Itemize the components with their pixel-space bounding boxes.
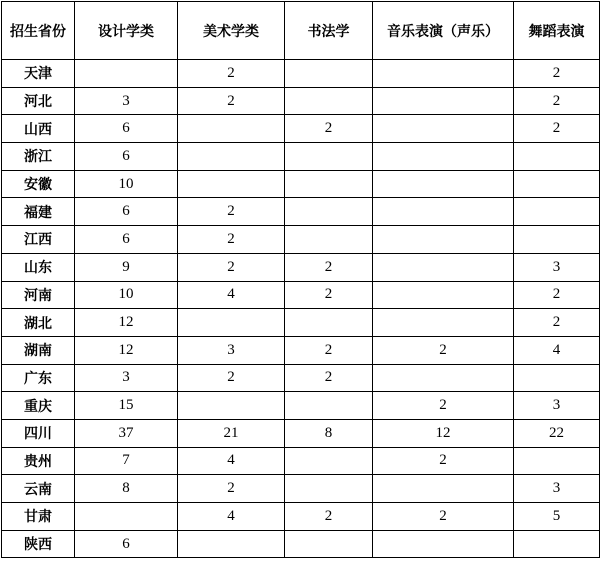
vocal-music-cell: [373, 226, 514, 254]
fine-arts-cell: 2: [178, 364, 285, 392]
province-cell: 天津: [2, 60, 75, 88]
vocal-music-cell: 12: [373, 419, 514, 447]
dance-cell: 3: [514, 475, 600, 503]
design-cell: 6: [75, 115, 178, 143]
table-row: [2, 364, 600, 392]
dance-cell: 2: [514, 309, 600, 337]
calligraphy-cell: 8: [285, 419, 373, 447]
enrollment-table: [1, 1, 600, 558]
dance-cell: [514, 530, 600, 558]
vocal-music-cell: [373, 143, 514, 171]
vocal-music-cell: 2: [373, 447, 514, 475]
fine-arts-cell: 2: [178, 198, 285, 226]
fine-arts-cell: [178, 143, 285, 171]
calligraphy-cell: [285, 309, 373, 337]
fine-arts-cell: [178, 309, 285, 337]
fine-arts-cell: [178, 392, 285, 420]
dance-cell: 2: [514, 87, 600, 115]
design-cell: 10: [75, 170, 178, 198]
design-cell: [75, 60, 178, 88]
province-cell: 甘肃: [2, 503, 75, 531]
table-row: [2, 392, 600, 420]
table-row: [2, 309, 600, 337]
header-calligraphy: 书法学: [285, 2, 373, 60]
province-cell: 陕西: [2, 530, 75, 558]
fine-arts-cell: 21: [178, 419, 285, 447]
header-row: [2, 2, 600, 60]
table-row: [2, 253, 600, 281]
dance-cell: 2: [514, 60, 600, 88]
table-row: [2, 60, 600, 88]
vocal-music-cell: [373, 281, 514, 309]
calligraphy-cell: 2: [285, 364, 373, 392]
header-vocal-music: 音乐表演（声乐）: [373, 2, 514, 60]
table-row: [2, 198, 600, 226]
province-cell: 福建: [2, 198, 75, 226]
table-row: [2, 143, 600, 171]
dance-cell: 3: [514, 392, 600, 420]
calligraphy-cell: 2: [285, 503, 373, 531]
province-cell: 湖北: [2, 309, 75, 337]
fine-arts-cell: [178, 170, 285, 198]
header-fine-arts: 美术学类: [178, 2, 285, 60]
design-cell: 3: [75, 364, 178, 392]
vocal-music-cell: [373, 364, 514, 392]
province-cell: 云南: [2, 475, 75, 503]
design-cell: [75, 503, 178, 531]
design-cell: 6: [75, 530, 178, 558]
province-cell: 安徽: [2, 170, 75, 198]
design-cell: 12: [75, 309, 178, 337]
province-cell: 河北: [2, 87, 75, 115]
province-cell: 重庆: [2, 392, 75, 420]
table-row: [2, 447, 600, 475]
vocal-music-cell: 2: [373, 503, 514, 531]
calligraphy-cell: 2: [285, 336, 373, 364]
dance-cell: [514, 226, 600, 254]
table-row: [2, 530, 600, 558]
fine-arts-cell: 2: [178, 475, 285, 503]
design-cell: 9: [75, 253, 178, 281]
calligraphy-cell: [285, 226, 373, 254]
province-cell: 河南: [2, 281, 75, 309]
design-cell: 6: [75, 226, 178, 254]
calligraphy-cell: [285, 447, 373, 475]
dance-cell: [514, 198, 600, 226]
vocal-music-cell: [373, 198, 514, 226]
province-cell: 浙江: [2, 143, 75, 171]
calligraphy-cell: [285, 392, 373, 420]
design-cell: 3: [75, 87, 178, 115]
table-row: [2, 336, 600, 364]
fine-arts-cell: 4: [178, 447, 285, 475]
calligraphy-cell: [285, 60, 373, 88]
table-row: [2, 170, 600, 198]
vocal-music-cell: [373, 309, 514, 337]
design-cell: 37: [75, 419, 178, 447]
fine-arts-cell: 4: [178, 503, 285, 531]
dance-cell: 22: [514, 419, 600, 447]
fine-arts-cell: [178, 530, 285, 558]
vocal-music-cell: [373, 253, 514, 281]
table-row: [2, 419, 600, 447]
fine-arts-cell: 2: [178, 87, 285, 115]
province-cell: 四川: [2, 419, 75, 447]
calligraphy-cell: 2: [285, 281, 373, 309]
calligraphy-cell: 2: [285, 253, 373, 281]
province-cell: 山西: [2, 115, 75, 143]
calligraphy-cell: [285, 87, 373, 115]
calligraphy-cell: [285, 170, 373, 198]
fine-arts-cell: [178, 115, 285, 143]
table-header: [2, 2, 600, 60]
province-cell: 山东: [2, 253, 75, 281]
vocal-music-cell: [373, 115, 514, 143]
dance-cell: [514, 364, 600, 392]
design-cell: 10: [75, 281, 178, 309]
design-cell: 15: [75, 392, 178, 420]
design-cell: 6: [75, 198, 178, 226]
vocal-music-cell: [373, 530, 514, 558]
dance-cell: 2: [514, 115, 600, 143]
calligraphy-cell: 2: [285, 115, 373, 143]
table-row: [2, 475, 600, 503]
vocal-music-cell: 2: [373, 392, 514, 420]
fine-arts-cell: 2: [178, 60, 285, 88]
fine-arts-cell: 2: [178, 226, 285, 254]
design-cell: 6: [75, 143, 178, 171]
dance-cell: [514, 143, 600, 171]
dance-cell: [514, 170, 600, 198]
calligraphy-cell: [285, 475, 373, 503]
table-body: [2, 60, 600, 558]
table-row: [2, 87, 600, 115]
vocal-music-cell: 2: [373, 336, 514, 364]
header-design: 设计学类: [75, 2, 178, 60]
fine-arts-cell: 3: [178, 336, 285, 364]
fine-arts-cell: 4: [178, 281, 285, 309]
province-cell: 广东: [2, 364, 75, 392]
province-cell: 湖南: [2, 336, 75, 364]
vocal-music-cell: [373, 170, 514, 198]
table-row: [2, 226, 600, 254]
vocal-music-cell: [373, 60, 514, 88]
dance-cell: [514, 447, 600, 475]
design-cell: 12: [75, 336, 178, 364]
table-row: [2, 281, 600, 309]
vocal-music-cell: [373, 87, 514, 115]
province-cell: 贵州: [2, 447, 75, 475]
vocal-music-cell: [373, 475, 514, 503]
design-cell: 8: [75, 475, 178, 503]
design-cell: 7: [75, 447, 178, 475]
dance-cell: 5: [514, 503, 600, 531]
table-row: [2, 115, 600, 143]
province-cell: 江西: [2, 226, 75, 254]
fine-arts-cell: 2: [178, 253, 285, 281]
dance-cell: 3: [514, 253, 600, 281]
calligraphy-cell: [285, 198, 373, 226]
dance-cell: 4: [514, 336, 600, 364]
dance-cell: 2: [514, 281, 600, 309]
calligraphy-cell: [285, 143, 373, 171]
table-row: [2, 503, 600, 531]
header-dance: 舞蹈表演: [514, 2, 600, 60]
calligraphy-cell: [285, 530, 373, 558]
header-province: 招生省份: [2, 2, 75, 60]
